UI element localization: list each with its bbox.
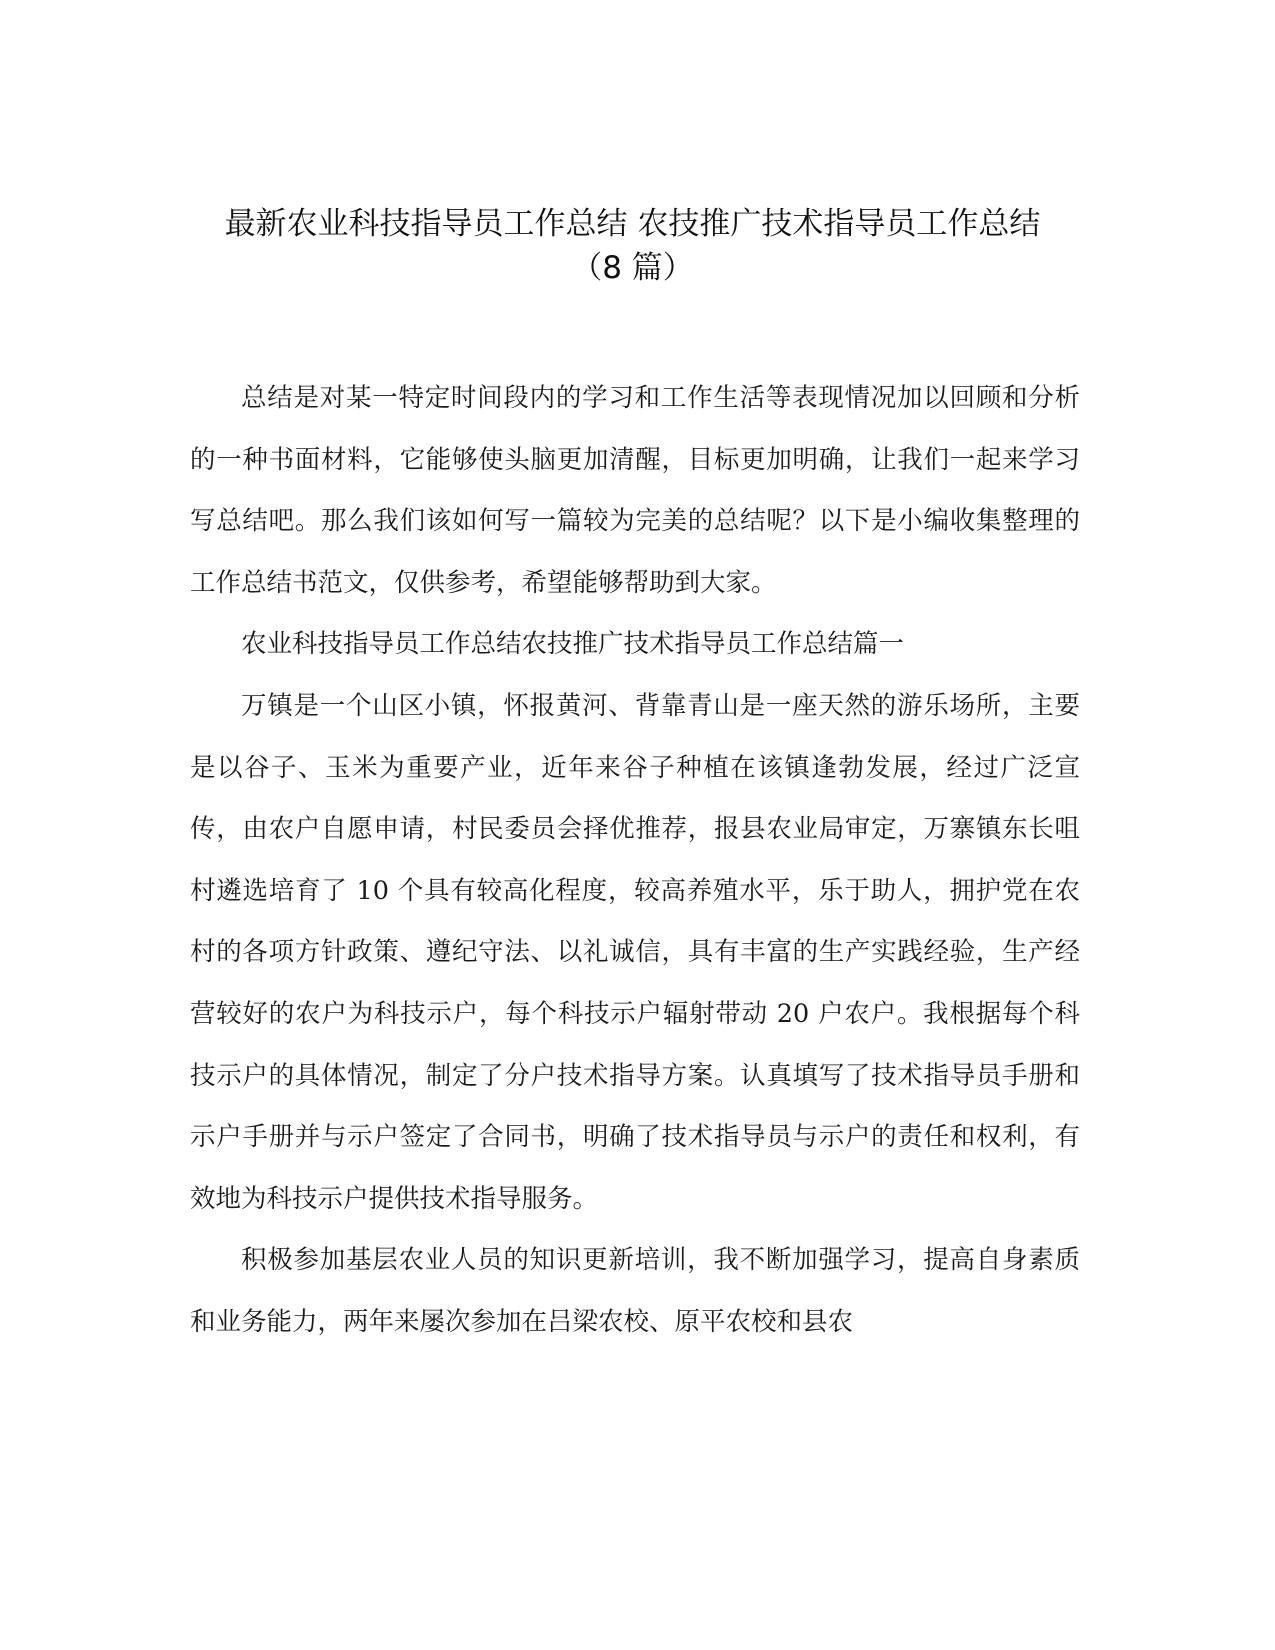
- document-title: [160, 202, 1105, 290]
- body-paragraph-2: 积极参加基层农业人员的知识更新培训，我不断加强学习，提高自身素质和业务能力，两年来屡次参加在吕梁农校、原平农校和县农: [190, 1245, 1080, 1337]
- intro-paragraph: 总结是对某一特定时间段内的学习和工作生活等表现情况加以回顾和分析的一种书面材料，它能够使头脑更加清醒，目标更加明确，让我们一起来学习写总结吧。那么我们该如何写一篇较为完美的总结呢？以下是小编收集整理的工作总结书范文，仅供参考，希望能够帮助到大家。: [190, 383, 1080, 598]
- document-title-line-2: （8 篇）: [571, 250, 694, 286]
- section-heading-1: 农业科技指导员工作总结农技推广技术指导员工作总结篇一: [241, 629, 905, 660]
- document-body: [190, 368, 1080, 1354]
- document-title-line-1: 最新农业科技指导员工作总结 农技推广技术指导员工作总结: [224, 206, 1041, 242]
- body-paragraph-1: 万镇是一个山区小镇，怀报黄河、背靠青山是一座天然的游乐场所，主要是以谷子、玉米为重要产业，近年来谷子种植在该镇逢勃发展，经过广泛宣传，由农户自愿申请，村民委员会择优推荐，报县农业局审定，万寨镇东长咀村遴选培育了 10 个具有较高化程度，较高养殖水平，乐于助人，拥护党在农村的各项方针政策、遵纪守法、以礼诚信，具有丰富的生产实践经验，生产经营较好的农户为科技示户，每个科技示户辐射带动 20 户农户。我根据每个科技示户的具体情况，制定了分户技术指导方案。认真填写了技术指导员手册和示户手册并与示户签定了合同书，明确了技术指导员与示户的责任和权利，有效地为科技示户提供技术指导服务。: [190, 690, 1080, 1214]
